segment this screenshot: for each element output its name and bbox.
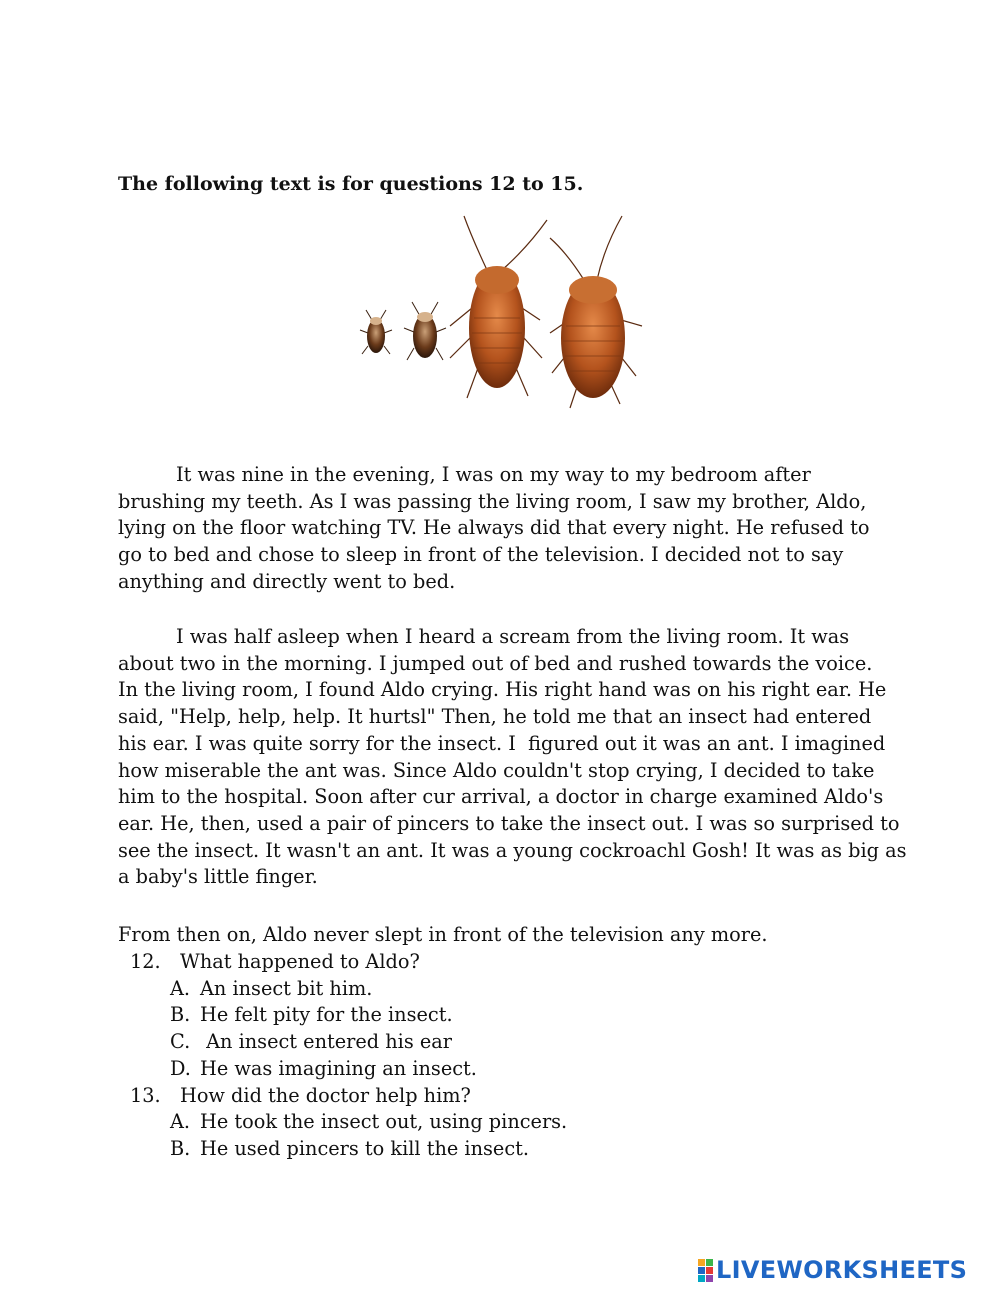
answer-option[interactable] bbox=[118, 1029, 888, 1056]
liveworksheets-logo-icon bbox=[697, 1258, 713, 1282]
passage-line: anything and directly went to bed. bbox=[118, 569, 456, 593]
option-text: He used pincers to kill the insect. bbox=[200, 1136, 529, 1160]
option-text: He was imagining an insect. bbox=[200, 1056, 477, 1080]
answer-option[interactable] bbox=[118, 976, 888, 1003]
option-text: An insect bit him. bbox=[200, 976, 373, 1000]
passage-line: From then on, Aldo never slept in front of the television any more. bbox=[118, 923, 768, 946]
question-list bbox=[118, 949, 888, 1163]
option-text: An insect entered his ear bbox=[200, 1030, 452, 1054]
option-letter: A. bbox=[170, 976, 191, 1000]
passage-line: go to bed and chose to sleep in front of the television. I decided not to say bbox=[118, 543, 844, 567]
passage-line: It was nine in the evening, I was on my way to my bedroom after bbox=[176, 463, 811, 486]
passage-line: a baby's little finger. bbox=[118, 865, 318, 889]
passage-line: brushing my teeth. As I was passing the living room, I saw my brother, Aldo, bbox=[118, 489, 867, 513]
passage-line: how miserable the ant was. Since Aldo couldn't stop crying, I decided to take bbox=[118, 758, 875, 782]
passage-paragraph-2 bbox=[118, 624, 907, 891]
option-text: He took the insect out, using pincers. bbox=[200, 1110, 568, 1134]
question-number: 12. bbox=[130, 950, 161, 973]
option-text: He felt pity for the insect. bbox=[200, 1003, 453, 1027]
option-letter: B. bbox=[170, 1003, 191, 1027]
answer-option[interactable] bbox=[118, 1136, 888, 1163]
answer-option[interactable] bbox=[118, 1109, 888, 1136]
cockroaches-image bbox=[352, 208, 652, 426]
passage-line: lying on the floor watching TV. He always did that every night. He refused to bbox=[118, 516, 870, 540]
question-text: What happened to Aldo? bbox=[180, 950, 420, 973]
liveworksheets-branding[interactable] bbox=[697, 1255, 967, 1285]
passage-paragraph-3 bbox=[118, 922, 888, 949]
section-heading: The following text is for questions 12 to 15. bbox=[118, 173, 584, 195]
answer-option[interactable] bbox=[118, 1056, 888, 1083]
option-letter: D. bbox=[170, 1056, 191, 1080]
passage-line: about two in the morning. I jumped out of bed and rushed towards the voice. bbox=[118, 651, 873, 675]
option-letter: A. bbox=[170, 1110, 191, 1134]
passage-paragraph-1 bbox=[118, 462, 888, 596]
passage-line: In the living room, I found Aldo crying. His right hand was on his right ear. He bbox=[118, 678, 887, 702]
question-text: How did the doctor help him? bbox=[180, 1083, 471, 1107]
answer-option[interactable] bbox=[118, 1002, 888, 1029]
question-12 bbox=[118, 949, 888, 1083]
passage-line: his ear. I was quite sorry for the insect. I figured out it was an ant. I imagined bbox=[118, 731, 886, 755]
passage-line: him to the hospital. Soon after cur arrival, a doctor in charge examined Aldo's bbox=[118, 785, 884, 809]
question-13 bbox=[118, 1083, 888, 1163]
passage-line: see the insect. It wasn't an ant. It was a young cockroachl Gosh! It was as big as bbox=[118, 838, 907, 862]
brand-name: LIVEWORKSHEETS bbox=[716, 1256, 968, 1284]
question-number: 13. bbox=[130, 1083, 161, 1107]
passage-line: I was half asleep when I heard a scream from the living room. It was bbox=[176, 625, 850, 648]
passage-line: ear. He, then, used a pair of pincers to take the insect out. I was so surprised to bbox=[118, 811, 900, 835]
option-letter: B. bbox=[170, 1136, 191, 1160]
passage-line: said, "Help, help, help. It hurtsl" Then, he told me that an insect had entered bbox=[118, 705, 872, 729]
option-letter: C. bbox=[170, 1030, 191, 1054]
